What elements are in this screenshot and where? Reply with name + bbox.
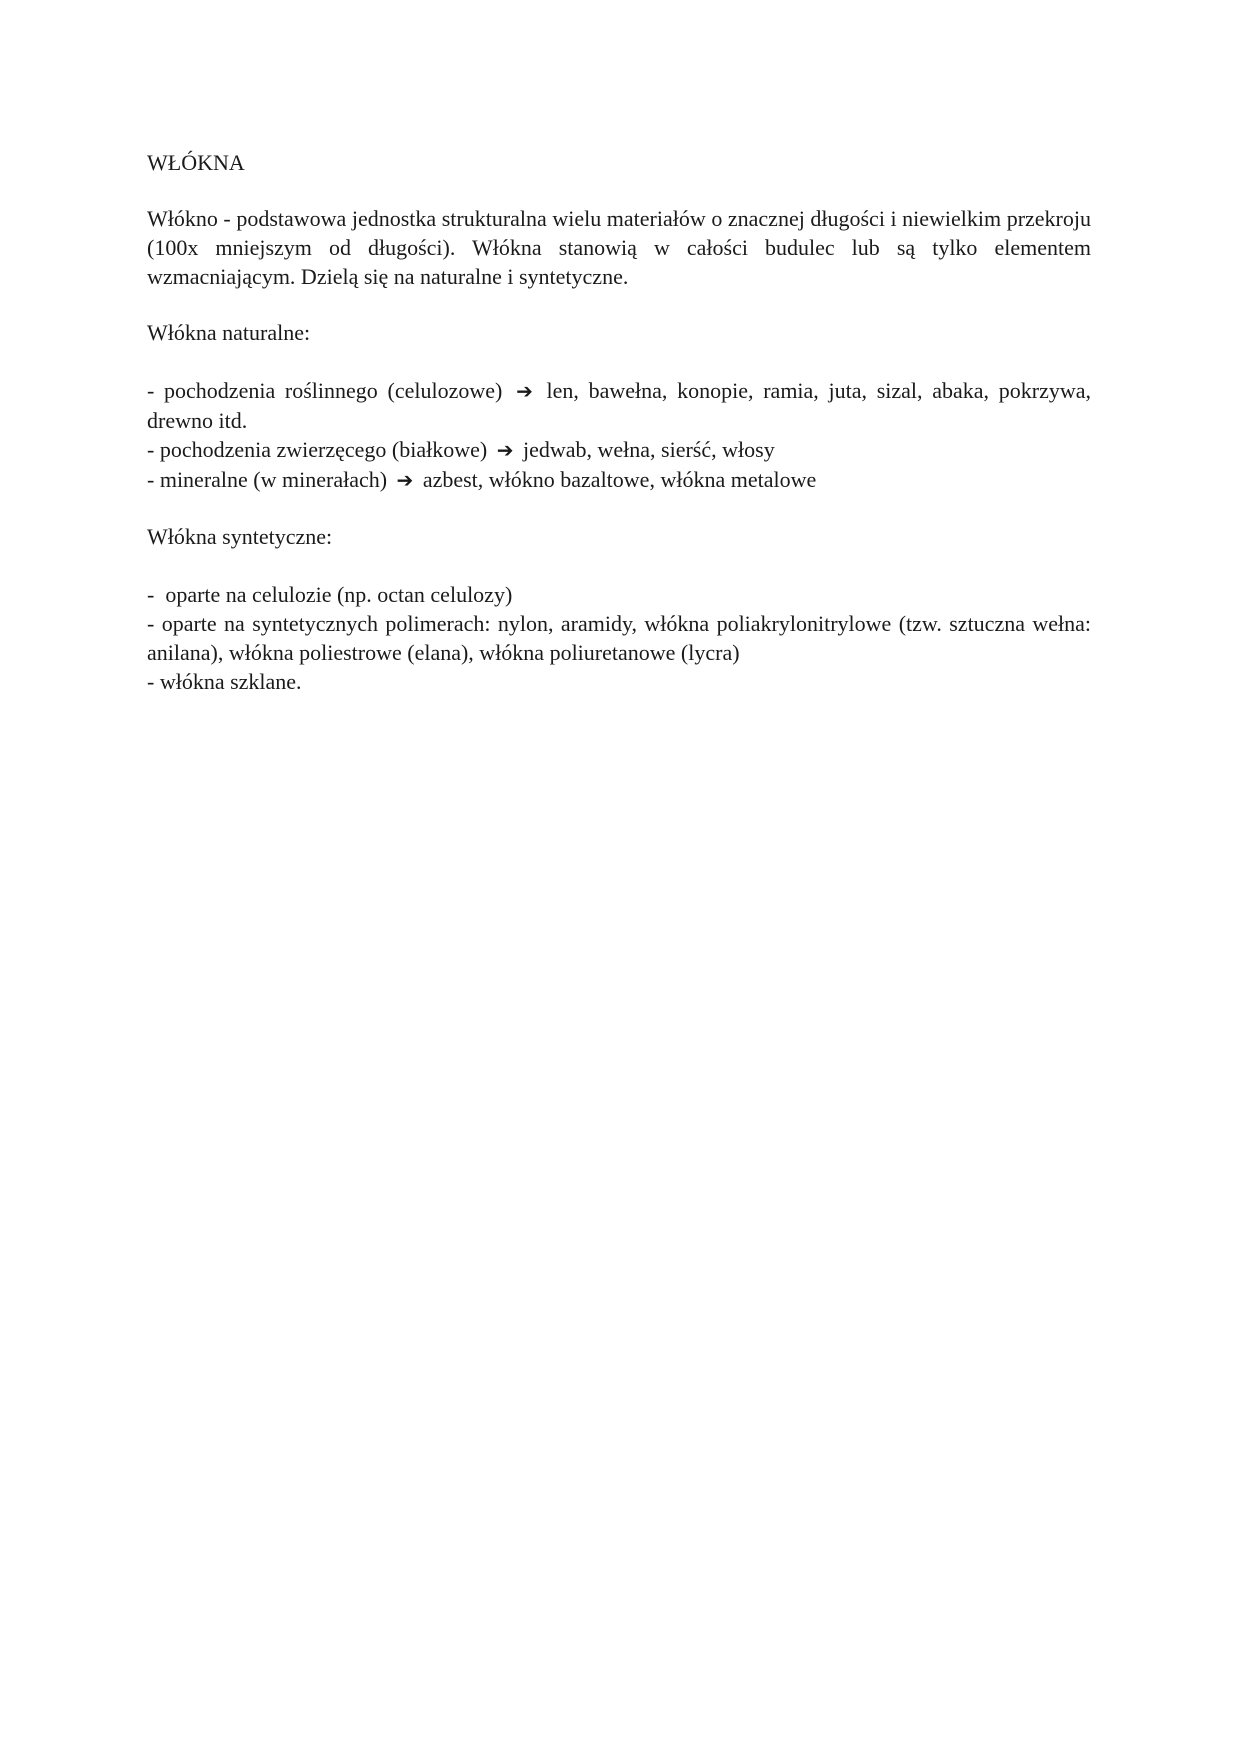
natural-item-tail: azbest, włókno bazaltowe, włókna metalowe xyxy=(422,467,817,492)
natural-item-tail: len, bawełna, konopie, ramia, juta, sizal, abaka, pokrzywa, drewno itd. xyxy=(147,378,1092,433)
natural-item-lead: - pochodzenia zwierzęcego (białkowe) xyxy=(147,437,488,462)
document-body xyxy=(147,148,1091,696)
natural-item-tail: jedwab, wełna, sierść, włosy xyxy=(522,437,775,462)
natural-item-lead: - mineralne (w minerałach) xyxy=(147,467,388,492)
right-arrow-icon: ➔ xyxy=(516,379,533,403)
natural-item-lead: - pochodzenia roślinnego (celulozowe) xyxy=(147,378,503,403)
natural-heading: Włókna naturalne: xyxy=(147,320,311,345)
synthetic-item-cellulose: - oparte na celulozie (np. octan celulozy) xyxy=(147,582,513,607)
spacer xyxy=(147,551,1091,580)
page-title: WŁÓKNA xyxy=(147,150,245,175)
spacer xyxy=(147,291,1091,318)
spacer xyxy=(147,347,1091,376)
natural-item-animal xyxy=(147,435,1091,465)
natural-item-mineral xyxy=(147,465,1091,495)
synthetic-item-polymers: - oparte na syntetycznych polimerach: nylon, aramidy, włókna poliakrylonitrylowe (tzw. sztuczna wełna: anilana), włókna poliestrowe (elana), włókna poliuretanowe (lycra) xyxy=(147,611,1091,665)
synthetic-heading: Włókna syntetyczne: xyxy=(147,524,333,549)
spacer xyxy=(147,495,1091,522)
intro-paragraph: Włókno - podstawowa jednostka strukturalna wielu materiałów o znacznej długości i niewielkim przekroju (100x mniejszym od długości). Włókna stanowią w całości budulec lub są tylko elementem wzmacniającym. Dzielą się na naturalne i syntetyczne. xyxy=(147,206,1091,289)
right-arrow-icon: ➔ xyxy=(496,438,514,462)
natural-item-plant xyxy=(147,376,1091,435)
synthetic-item-glass: - włókna szklane. xyxy=(147,669,302,694)
right-arrow-icon: ➔ xyxy=(396,468,414,492)
